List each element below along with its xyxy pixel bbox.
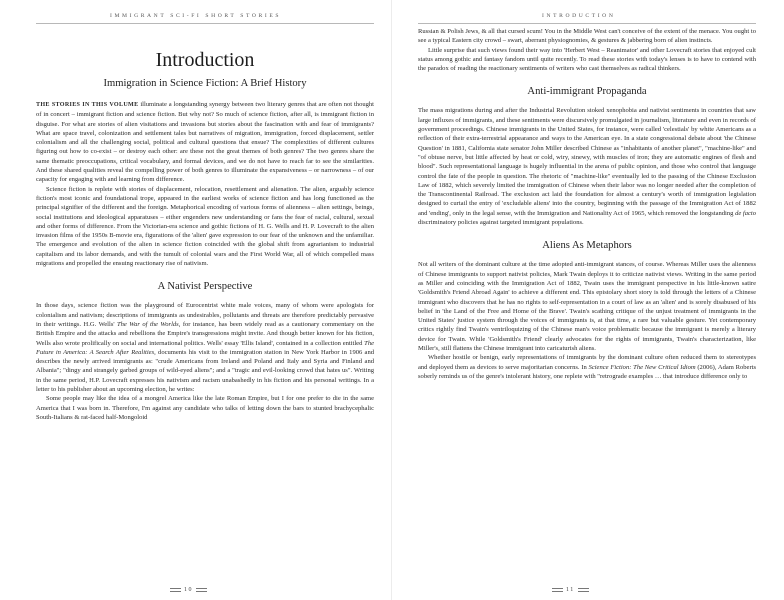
right-page	[392, 0, 784, 600]
body-paragraph: Science fiction is replete with stories of displacement, relocation, resettlement and alienation. The alien, arguably science fiction's most iconic and foundational trope, appeared in the earliest works of science fiction and has long functioned as the principal signifier of the different and the foreign. Metaphorical encoding of various forms of alienness – alien settings, beings, social institutions and ideological apparatuses – either engenders new understanding or fans the fear of racial, cultural, sexual and other forms of difference. From the Victorian-era science and gothic fictions of H. G. Wells and H. P. Lovecraft to the alien invasion films of the 1950s B-movie era, figurations of the 'alien' gave expression to our fear of the unknown and the unfamiliar. The emergence and evolution of the alien in science fiction coincided with the global shift from agrarianism to industrial capitalism and its labor demands, and with the tumult of colonial wars and the First World War, all of which compelled mass migrations and propelled the ensuing reactionary rise of nativism.	[36, 185, 374, 268]
page-number-value: 11	[566, 587, 575, 593]
folio-ornament-icon	[196, 588, 207, 592]
chapter-subtitle: Immigration in Science Fiction: A Brief History	[103, 78, 307, 89]
body-paragraph	[418, 353, 756, 381]
body-paragraph	[36, 301, 374, 394]
italic-book-title: The Future in America: A Search After Realities	[36, 339, 374, 356]
page-number-value: 10	[184, 587, 193, 593]
lead-in-small-caps: THE STORIES IN THIS VOLUME	[36, 102, 139, 108]
opening-paragraph	[36, 100, 374, 185]
body-paragraph	[418, 106, 756, 227]
section-heading-aliens-as-metaphors: Aliens As Metaphors	[542, 240, 632, 252]
italic-term: de facto	[735, 209, 756, 217]
text-run: , documents his visit to the immigration station in New York Harbor in 1906 and describes the newly arrived immigrants as: "crude Americans from Ireland and Poland and Italy and Syria and Finland and Albania"; "dingy and strangely garbed groups of wild-eyed aliens"; and a "tragic and evil-looking crowd that hates us". Writing in the same period, H.P. Lovecraft expresses his nativism and racism unabashedly in his fiction and his personal writings. In a letter to his publisher about an upcoming election, he writes:	[36, 348, 374, 394]
running-head-book-title: IMMIGRANT SCI-FI SHORT STORIES	[110, 13, 282, 19]
opening-paragraph-text: illuminate a longstanding synergy between two literary genres that are often not thought of in concert – immigrant fiction and science fiction. But why not? So much of science fiction, after all, is immigrant fiction in disguise. For what are stories of alien visitations and invasions but stories about the fascination with and fear of immigrants? What are space travel, colonization and settlement tales but narratives of migration, immigration, forced displacement, settler colonialism and all the challenging social, political and cultural questions that ensue? The complexities of different cultures figuring out how to co-exist – or destroy each other: are these not the great themes of both genres? The two genres share the same thematic preoccupations, critical vocabulary, and formal devices, and we do not have to reach far to see the similarities. And these shared qualities reveal the compelling power of both genres to illuminate the expansiveness – or narrowness – of our capacity for engaging with and learning from difference.	[36, 101, 374, 184]
italic-book-title: The War of the Worlds	[117, 320, 179, 328]
block-quote-paragraph: Some people may like the idea of a mongrel America like the late Roman Empire, but I for one prefer to die in the same America that I was born in. Therefore, I'm against any candidate who talks of letting down the bars to stunted brachycephalic South-Italians & rat-faced half-Mongoloid	[36, 395, 374, 421]
text-run: The mass migrations during and after the Industrial Revolution stoked xenophobia and nativist sentiments in countries that saw large influxes of immigrants, and these sentiments were discursively promulgated in journalism, literature and even in records of government proceedings. Chinese immigrants in the United States, for instance, were called 'celestials' by white Americans as a reflection of their extra-terrestrial appearance and ways to the American eye. In a state congressional debate about 'the Chinese Question' in 1881, California state senator John Miller described Chinese as "inhabitants of another planet", "machine-like" and "of obtuse nerve, but little affected by heat or cold, wiry, sinewy, with muscles of iron; they are automatic engines of flesh and blood". Such representational language is hugely influential in the arena of public opinion, and those who control that language control the fate of the people in question. The rhetoric of "machine-like" eventually led to the passing of the Chinese Exclusion Law of 1882, which severely limited the immigration of Chinese when their labor was no longer needed after the completion of the Transcontinental Railroad. The exclusion act laid the foundation for almost a century's worth of immigration legislation designed to curtail the entry of 'excludable aliens' into the country, beginning with the passage of the Immigration Act of 1882 and 'ending', only in the legal sense, with the Immigration and Nationality Act of 1965, which removed the longstanding	[418, 107, 756, 217]
text-run: , for instance, has been widely read as a cautionary commentary on the British Empire and the attacks and rebellions the Empire's transgressions might invite. And though better known for his fiction, Wells also wrote prolifically on social and international politics. Wells' essay 'Ellis Island', contained in a collection entitled	[36, 320, 374, 347]
right-page-body	[418, 27, 756, 578]
text-run: In those days, science fiction was the playground of Eurocentrist white male voices, many of whom were apologists for colonialism and nativism; descriptions of immigrants as undesirables, pollutants and threats are therefore predictably pervasive in their writings. H.G. Wells'	[36, 302, 374, 328]
block-quote-continued: Russian & Polish Jews, & all that cursed scum! You in the Middle West can't conceive of the extent of the menace. You ought to see a typical Eastern city crowd – swart, aberrant physiognomies, & gestures & jabbering born of alien instincts.	[418, 28, 756, 45]
body-paragraph: Little surprise that such views found their way into 'Herbert West – Reanimator' and other Lovecraft stories that enjoyed cult status among gothic and fantasy fandom until quite recently. To read these stories with today's lenses is to have to contend with the paradox of reading the reactionary sentiments of writers who cast themselves as radical thinkers.	[418, 46, 756, 73]
page-number	[170, 587, 207, 593]
italic-book-title: Science Fiction: The New Critical Idiom	[588, 363, 696, 371]
left-page-body	[36, 27, 374, 578]
section-heading-anti-immigrant-propaganda: Anti-immigrant Propaganda	[527, 86, 647, 98]
page-number	[552, 587, 589, 593]
folio-ornament-icon	[170, 588, 181, 592]
folio-ornament-icon	[578, 588, 589, 592]
text-run: discriminatory policies against targeted immigrant populations.	[418, 219, 584, 227]
running-head-chapter-title: INTRODUCTION	[542, 13, 616, 19]
text-run: (2006), Adam Roberts soberly reminds us of the genre's intolerant history, one replete with "retrograde examples … that introduce difference only to	[418, 363, 756, 380]
folio-ornament-icon	[552, 588, 563, 592]
header-rule	[418, 23, 756, 24]
text-run: Whether hostile or benign, early representations of immigrants by the dominant culture often reduced them to stereotypes and deployed them as devices to serve majoritarian concerns. In	[418, 354, 756, 371]
body-paragraph: Not all writers of the dominant culture at the time adopted anti-immigrant stances, of course. Whereas Miller uses the alienness of Chinese immigrants to support nativist policies, Mark Twain deploys it to criticize nativist views. Writing in the same period as Miller and coinciding with the Immigration Act of 1882, Twain uses the immigrant perspective in his little-known satire 'Goldsmith's Friend Abroad Again' to achieve a different end. This epistolary short story is told through the letters of a Chinese immigrant who discovers that he has no rights to self-representation in a court of law as an 'alien' and is sorely disabused of his belief in 'the Land of the Free and Home of the Brave'. Twain's scathing critique of the unjust treatment of immigrants in the United States' justice system through the voices of immigrants is, at that time, a rare but valuable gesture. Yet contemporary critics rightly find Twain's ventriloquizing of the Chinese man's voice problematic because the immigrant is merely a literary device for Twain. While 'Goldsmith's Friend' clearly advocates for the rights of immigrants, Twain's characterization, like Miller's, still flattens the Chinese immigrant into caricaturish aliens.	[418, 261, 756, 353]
section-heading-nativist-perspective: A Nativist Perspective	[157, 281, 253, 293]
header-rule	[36, 23, 374, 24]
chapter-title: Introduction	[155, 49, 255, 71]
